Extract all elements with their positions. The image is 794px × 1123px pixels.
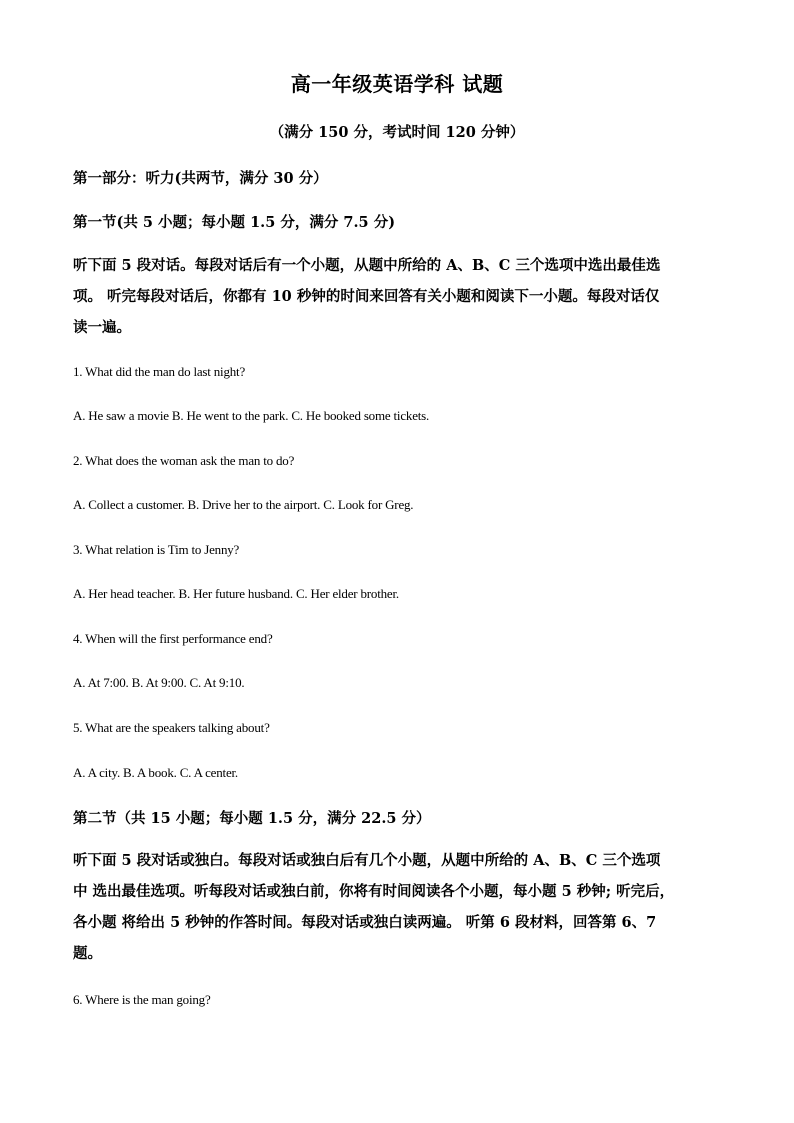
section2-instructions <box>73 845 725 969</box>
instruction-line: 听下面 5 段对话或独白。每段对话或独白后有几个小题，从题中所给的 A、B、C 三个选项 <box>73 852 661 869</box>
question-3: 3. What relation is Tim to Jenny? <box>73 542 240 557</box>
instruction-line: 项。 听完每段对话后，你都有 10 秒钟的时间来回答有关小题和阅读下一小题。每段对话仅 <box>73 288 660 305</box>
page-title: 高一年级英语学科 试题 <box>290 72 504 96</box>
question-1-options: A. He saw a movie B. He went to the park. C. He booked some tickets. <box>73 408 430 423</box>
instruction-line: 听下面 5 段对话。每段对话后有一个小题，从题中所给的 A、B、C 三个选项中选出最佳选 <box>73 257 661 274</box>
question-4: 4. When will the first performance end? <box>73 631 273 646</box>
instruction-line: 题。 <box>73 945 102 962</box>
question-4-options: A. At 7:00. B. At 9:00. C. At 9:10. <box>73 675 245 690</box>
instruction-line: 中 选出最佳选项。听每段对话或独白前，你将有时间阅读各个小题，每小题 5 秒钟; 听完后， <box>73 883 675 900</box>
section2-heading: 第二节（共 15 小题；每小题 1.5 分，满分 22.5 分） <box>73 810 431 827</box>
instruction-line: 各小题 将给出 5 秒钟的作答时间。每段对话或独白读两遍。 听第 6 段材料，回答第 6、7 <box>73 914 657 931</box>
part1-heading: 第一部分：听力(共两节，满分 30 分） <box>73 170 328 187</box>
instruction-line: 读一遍。 <box>73 319 131 336</box>
section1-instructions <box>73 250 725 343</box>
question-2: 2. What does the woman ask the man to do? <box>73 453 295 468</box>
section1-heading: 第一节(共 5 小题；每小题 1.5 分，满分 7.5 分) <box>73 214 396 231</box>
question-6: 6. Where is the man going? <box>73 992 211 1007</box>
exam-info: （满分 150 分，考试时间 120 分钟） <box>269 124 525 141</box>
question-2-options: A. Collect a customer. B. Drive her to the airport. C. Look for Greg. <box>73 497 414 512</box>
question-1: 1. What did the man do last night? <box>73 364 246 379</box>
question-5-options: A. A city. B. A book. C. A center. <box>73 765 238 780</box>
question-3-options: A. Her head teacher. B. Her future husband. C. Her elder brother. <box>73 586 399 601</box>
question-5: 5. What are the speakers talking about? <box>73 720 270 735</box>
